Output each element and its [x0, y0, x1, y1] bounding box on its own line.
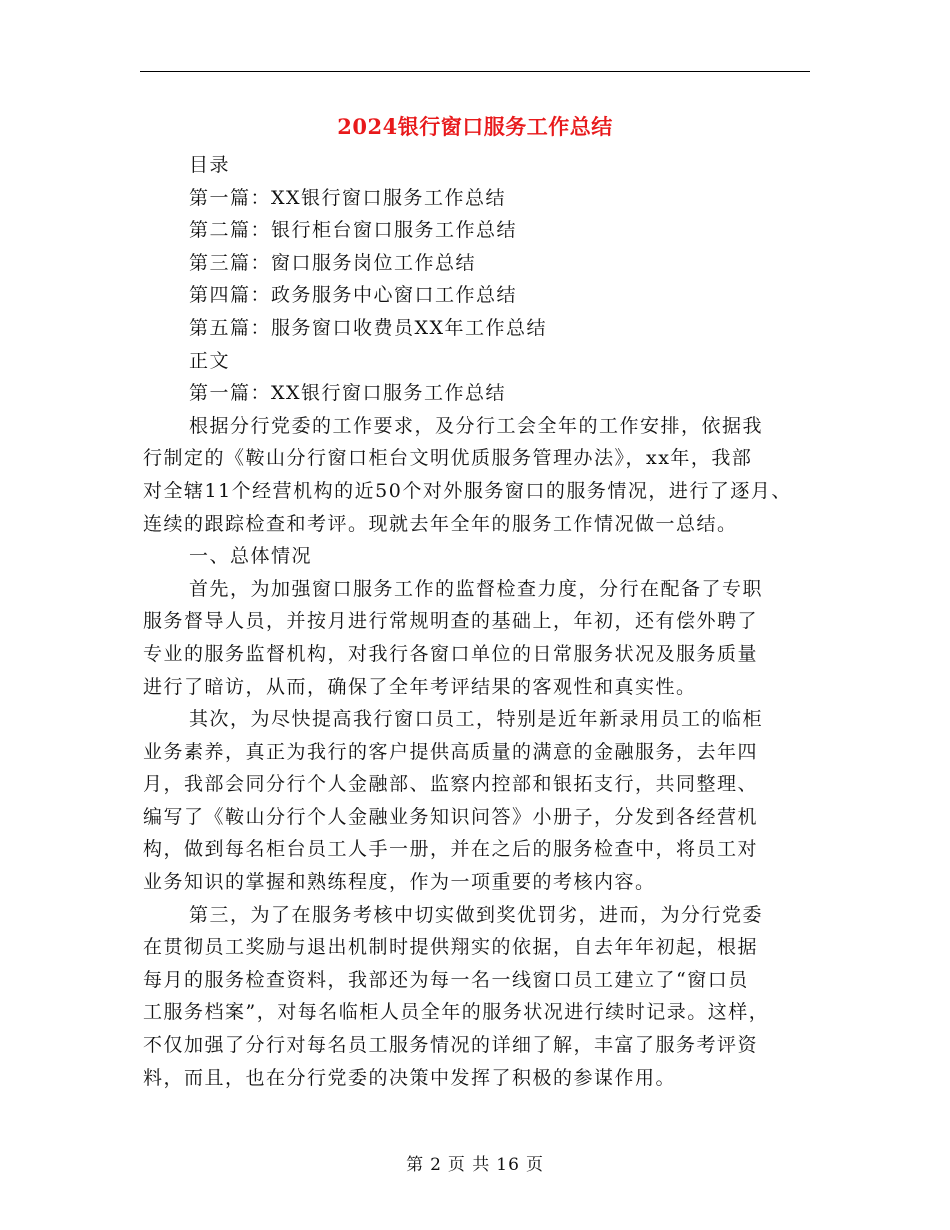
document-body: [143, 149, 813, 1094]
text-line: 月，我部会同分行个人金融部、监察内控部和银拓支行，共同整理、: [143, 773, 759, 796]
text-line: 在贯彻员工奖励与退出机制时提供翔实的依据，自去年年初起，根据: [143, 936, 759, 959]
footer-total-pages: 16: [496, 1155, 520, 1175]
footer-prefix: 第: [406, 1155, 425, 1175]
text-line: 业务素养，真正为我行的客户提供高质量的满意的金融服务，去年四: [143, 740, 759, 763]
text-line: 编写了《鞍山分行个人金融业务知识问答》小册子，分发到各经营机: [143, 805, 759, 828]
text-line: 第五篇：服务窗口收费员XX年工作总结: [189, 316, 548, 339]
text-line: 进行了暗访，从而，确保了全年考评结果的客观性和真实性。: [143, 675, 697, 698]
text-line: 行制定的《鞍山分行窗口柜台文明优质服务管理办法》，xx年，我部: [143, 447, 753, 470]
text-line: 根据分行党委的工作要求，及分行工会全年的工作安排，依据我: [189, 414, 764, 437]
text-line: 首先，为加强窗口服务工作的监督检查力度，分行在配备了专职: [189, 577, 764, 600]
text-line: 一、总体情况: [189, 545, 313, 568]
text-line: 第四篇：政务服务中心窗口工作总结: [189, 284, 518, 307]
text-line: 料，而且，也在分行党委的决策中发挥了积极的参谋作用。: [143, 1066, 677, 1089]
text-line: 其次，为尽快提高我行窗口员工，特别是近年新录用员工的临柜: [189, 708, 764, 731]
text-line: 服务督导人员，并按月进行常规明查的基础上，年初，还有偿外聘了: [143, 610, 759, 633]
text-line: 对全辖11个经营机构的近50个对外服务窗口的服务情况，进行了逐月、: [143, 479, 792, 502]
text-line: 连续的跟踪检查和考评。现就去年全年的服务工作情况做一总结。: [143, 512, 738, 535]
footer-suffix: 页: [525, 1155, 544, 1175]
footer-current-page: 2: [430, 1155, 442, 1175]
text-line: 工服务档案”，对每名临柜人员全年的服务状况进行续时记录。这样，: [143, 1001, 770, 1024]
footer-middle: 页 共: [447, 1155, 491, 1175]
text-line: 第一篇：XX银行窗口服务工作总结: [189, 382, 507, 405]
text-line: 专业的服务监督机构，对我行各窗口单位的日常服务状况及服务质量: [143, 642, 759, 665]
header-rule: [140, 71, 810, 72]
text-line: 业务知识的掌握和熟练程度，作为一项重要的考核内容。: [143, 871, 656, 894]
text-line: 构，做到每名柜台员工人手一册，并在之后的服务检查中，将员工对: [143, 838, 759, 861]
text-line: 不仅加强了分行对每名员工服务情况的详细了解，丰富了服务考评资: [143, 1034, 759, 1057]
text-line: 第三，为了在服务考核中切实做到奖优罚劣，进而，为分行党委: [189, 903, 764, 926]
page-footer: [0, 1153, 950, 1177]
text-line: 正文: [189, 349, 231, 372]
document-title: 2024银行窗口服务工作总结: [337, 114, 613, 139]
text-line: 目录: [189, 154, 231, 176]
text-line: 每月的服务检查资料，我部还为每一名一线窗口员工建立了“窗口员: [143, 968, 749, 991]
text-line: 第一篇：XX银行窗口服务工作总结: [189, 186, 507, 209]
text-line: 第二篇：银行柜台窗口服务工作总结: [189, 219, 518, 242]
text-line: 第三篇：窗口服务岗位工作总结: [189, 251, 477, 274]
